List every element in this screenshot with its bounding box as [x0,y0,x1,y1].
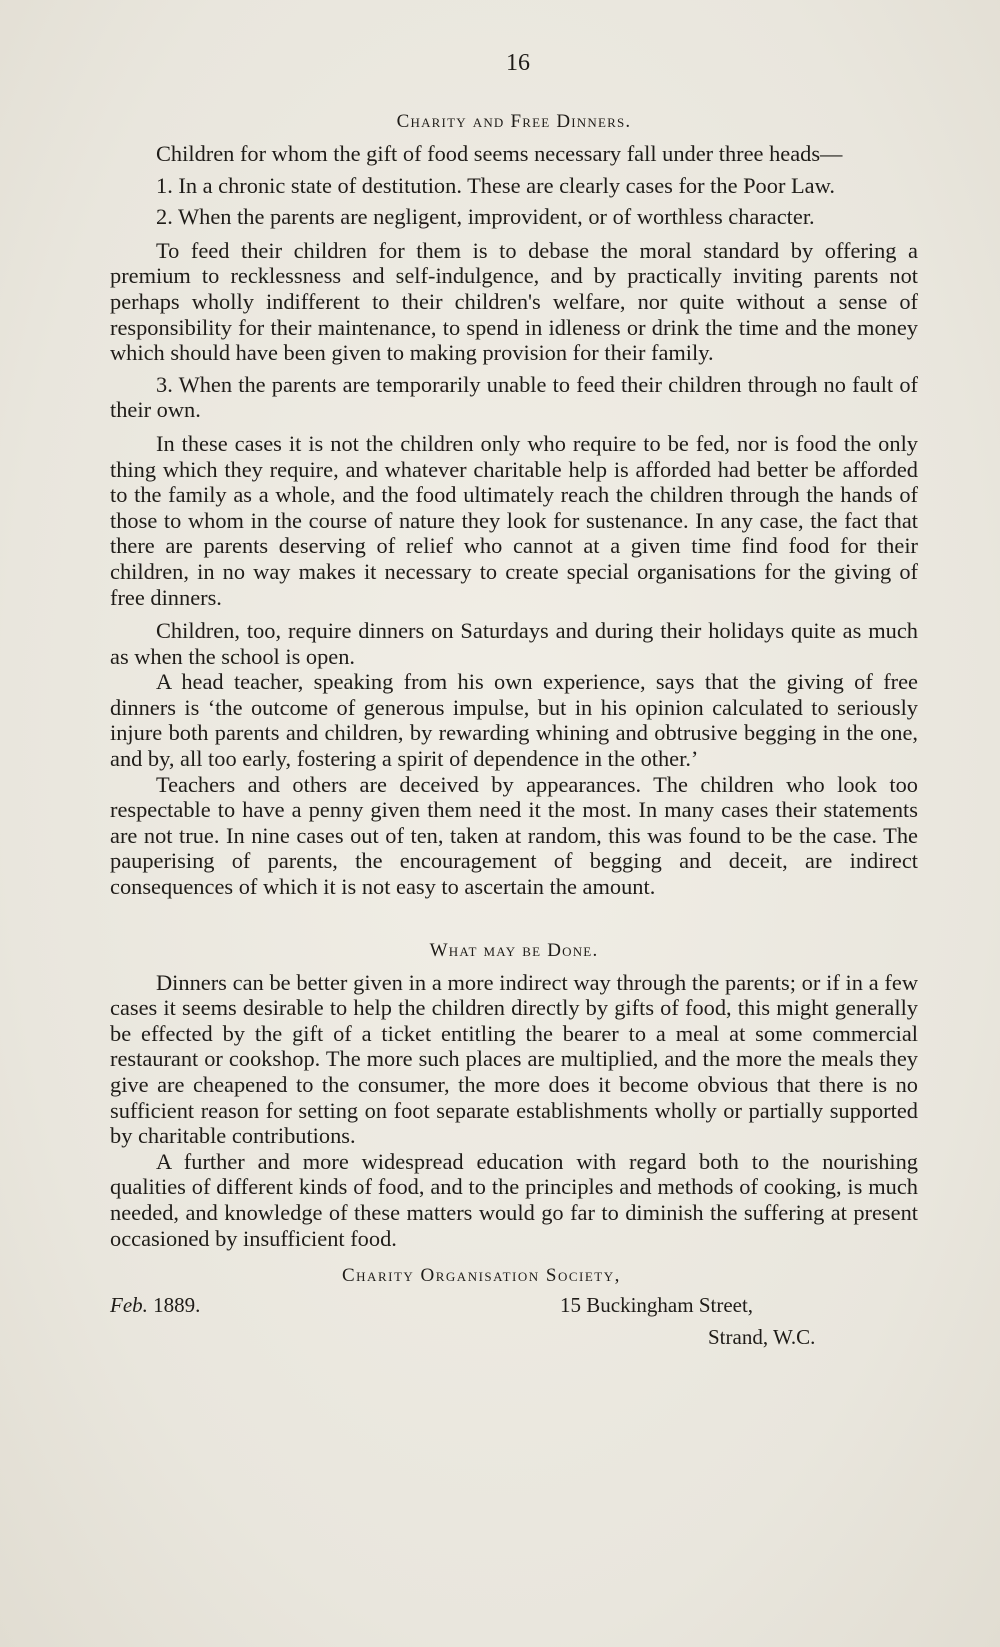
signature-organisation: Charity Organisation Society, [342,1265,621,1287]
paragraph-item-3: 3. When the parents are temporarily unable to feed their children through no fault of their own. [110,371,918,423]
paragraph-item-2: 2. When the parents are negligent, improvident, or of worthless character. [156,204,815,230]
signature-date-month: Feb. [110,1293,148,1318]
signature-address-line-1: 15 Buckingham Street, [560,1293,754,1318]
paragraph-dinners: Dinners can be better given in a more indirect way through the parents; or if in a few cases it seems desirable to help the children directly by gifts of food, this might generally be effected by the gift of a ticket entitling the bearer to a meal at some commercial restaurant or cookshop. The more such places are multiplied, and the more the meals they give are cheapened to the consumer, the more does it become obvious that there is no sufficient reason for setting on foot separate establishments wholly or partially supported by charitable contributions. [110,969,918,1149]
signature-date [110,1293,200,1318]
paragraph-education: A further and more widespread education with regard both to the nourishing qualities of different kinds of food, and to the principles and methods of cooking, is much needed, and knowledge of these matters would go far to diminish the suffering at present occasioned by insufficient food. [110,1148,918,1251]
signature-address-line-2: Strand, W.C. [708,1325,816,1350]
paragraph-intro: Children for whom the gift of food seems necessary fall under three heads— [156,141,843,166]
paragraph-these-cases: In these cases it is not the children only who require to be fed, nor is food the only thing which they require, and whatever charitable help is afforded had better be afforded to the family as a whole, and the food ultimately reach the children through the hands of those to whom in the course of nature they look for sustenance. In any case, the fact that there are parents deserving of relief who cannot at a given time find food for their children, in no way makes it necessary to create special organisations for the giving of free dinners. [110,430,918,610]
paragraph-item-1: 1. In a chronic state of destitution. These are clearly cases for the Poor Law. [156,172,835,198]
signature-date-year: 1889. [153,1293,201,1318]
paragraph-saturdays: Children, too, require dinners on Saturdays and during their holidays quite as much as when the school is open. [110,618,918,669]
section-title-charity: Charity and Free Dinners. [396,111,632,132]
signature-block [110,1265,918,1375]
paragraph-teachers-deceived: Teachers and others are deceived by appearances. The children who look too respectable to have a penny given them need it the most. In many cases their statements are not true. In nine cases out of ten, taken at random, this was found to be the case. The pauperising of parents, the encouragement of begging and deceit, are indirect consequences of which it is not easy to ascertain the amount. [110,771,918,900]
paragraph-feed-children: To feed their children for them is to debase the moral standard by offering a premium to recklessness and self-indulgence, and by practically inviting parents not perhaps wholly indifferent to their children's welfare, nor quite without a sense of responsibility for their maintenance, to spend in idleness or drink the time and the money which should have been given to making provision for their family. [110,237,918,366]
page-number: 16 [506,50,530,76]
section-title-what-may-be-done: What may be Done. [429,939,599,961]
paragraph-head-teacher: A head teacher, speaking from his own experience, says that the giving of free dinners is ‘the outcome of generous impulse, but in his opinion calculated to seriously injure both parents and children, by rewarding whining and obtrusive begging in the one, and by, all too early, fostering a spirit of dependence in the other.’ [110,669,918,772]
